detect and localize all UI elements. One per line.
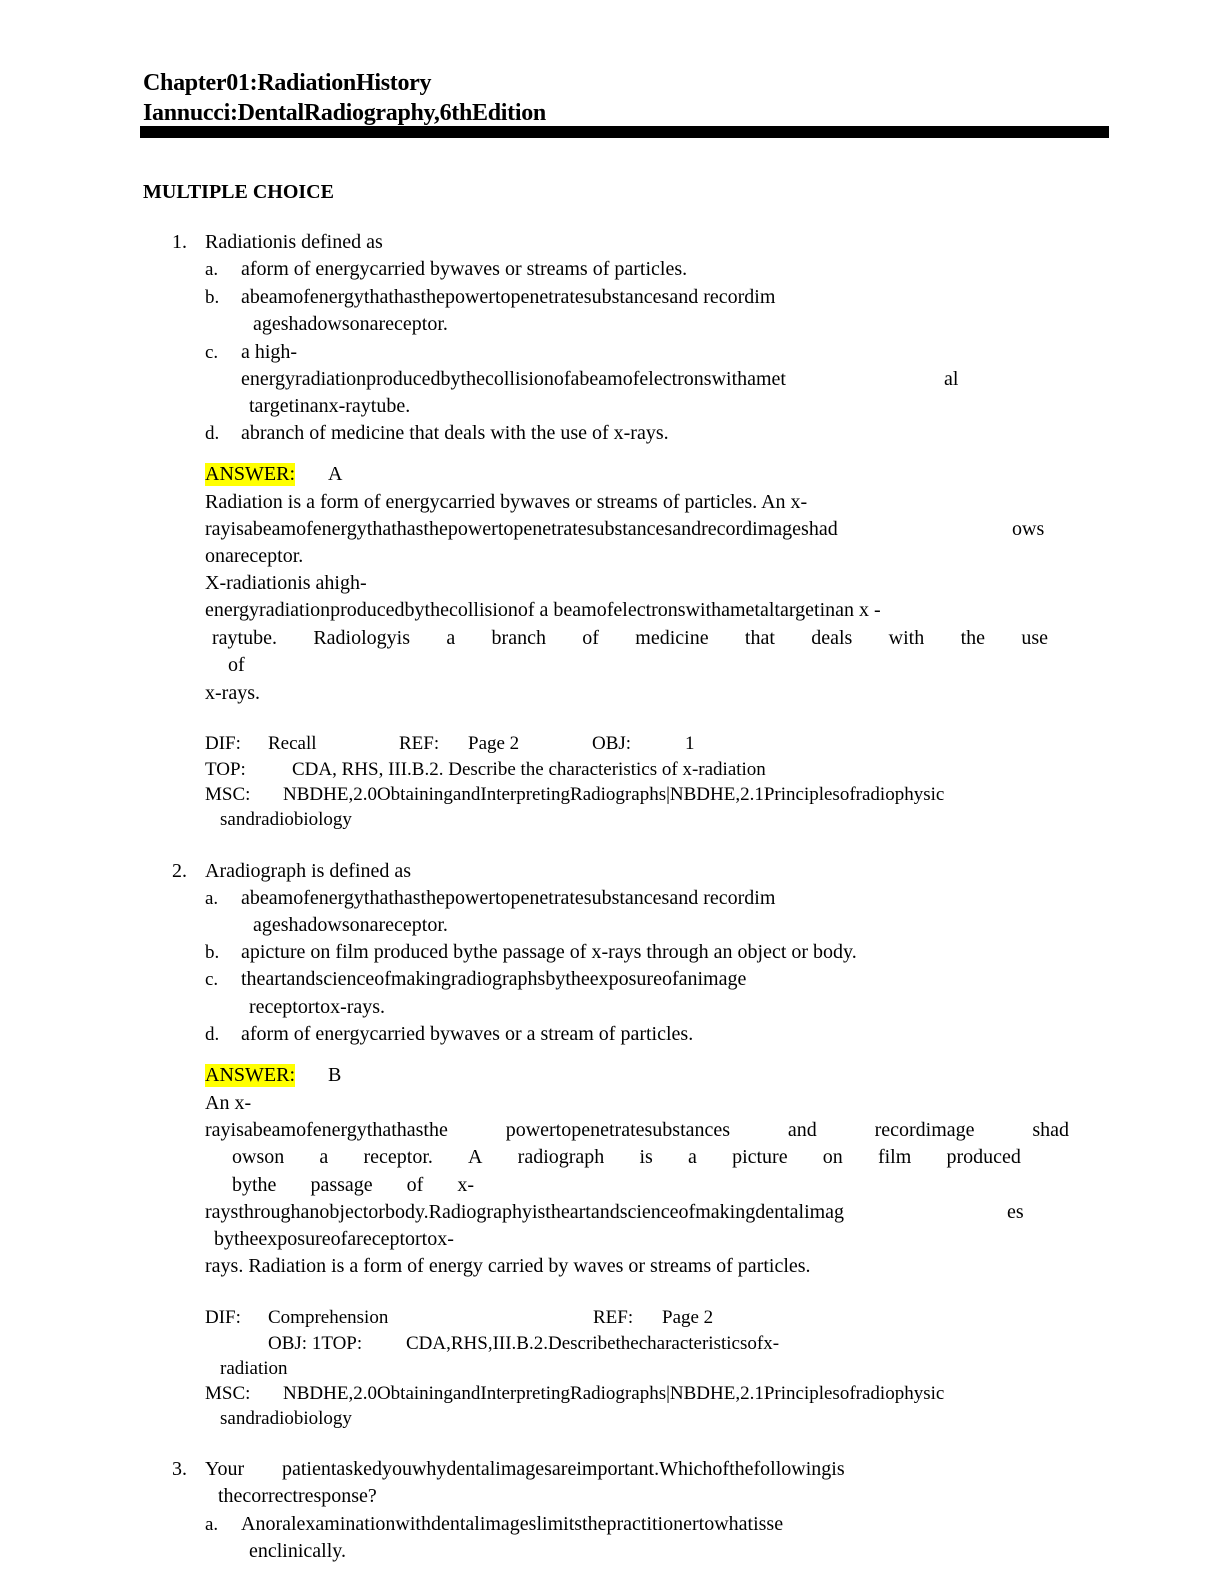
word: deals xyxy=(811,627,853,649)
question-stem: patientaskedyouwhydentalimagesareimportant.Whichofthefollowingis xyxy=(282,1458,845,1480)
word: shad xyxy=(1032,1119,1069,1141)
word: passage xyxy=(310,1174,373,1196)
rationale-line: rayisabeamofenergythathasthepowertopenetratesubstancesandrecordimageshad xyxy=(205,518,838,540)
answer-label: ANSWER: xyxy=(205,1064,295,1086)
rationale-line: Radiation is a form of energycarried bywaves or streams of particles. An x- xyxy=(205,491,808,513)
choice-b-cont: ageshadowsonareceptor. xyxy=(253,313,448,335)
msc-value: NBDHE,2.0ObtainingandInterpretingRadiographs|NBDHE,2.1Principlesofradiophysic xyxy=(283,784,945,805)
choice-c-cont: targetinanx-raytube. xyxy=(249,395,411,417)
word: on xyxy=(822,1146,843,1168)
word: picture xyxy=(732,1146,788,1168)
word: a xyxy=(688,1146,697,1168)
msc-label: MSC: xyxy=(205,784,251,805)
word: the xyxy=(960,627,985,649)
word: owson xyxy=(232,1146,285,1168)
rationale-line: rays. Radiation is a form of energy carried by waves or streams of particles. xyxy=(205,1255,811,1277)
word: of xyxy=(582,627,599,649)
choice-letter: d. xyxy=(205,1024,220,1045)
rationale-line: ows xyxy=(1012,518,1045,540)
rationale-line xyxy=(232,1174,474,1197)
msc-label: MSC: xyxy=(205,1383,251,1404)
question-stem: Radiationis defined as xyxy=(205,231,383,253)
question-number: 1. xyxy=(172,231,187,253)
top-value-cont: radiation xyxy=(220,1358,288,1379)
answer-value: B xyxy=(328,1064,342,1086)
choice-c: a high- xyxy=(241,341,298,363)
word: medicine xyxy=(635,627,709,649)
word: recordimage xyxy=(874,1119,975,1141)
msc-value-cont: sandradiobiology xyxy=(220,1408,352,1429)
word: branch xyxy=(491,627,546,649)
word: radiograph xyxy=(517,1146,605,1168)
choice-letter: a. xyxy=(205,1514,219,1535)
choice-d: abranch of medicine that deals with the use of x-rays. xyxy=(241,422,669,444)
word: x- xyxy=(457,1174,474,1196)
msc-value-cont: sandradiobiology xyxy=(220,809,352,830)
choice-letter: a. xyxy=(205,259,219,280)
word: use xyxy=(1021,627,1048,649)
obj-value: 1 xyxy=(685,733,695,754)
ref-value: Page 2 xyxy=(468,733,520,754)
question-number: 2. xyxy=(172,860,187,882)
choice-c: theartandscienceofmakingradiographsbytheexposureofanimage xyxy=(241,968,747,990)
top-label: TOP: xyxy=(205,759,246,780)
word: powertopenetratesubstances xyxy=(505,1119,731,1141)
choice-letter: c. xyxy=(205,969,219,990)
rationale-line: of xyxy=(228,654,245,676)
word: of xyxy=(406,1174,424,1196)
choice-a: abeamofenergythathasthepowertopenetratesubstancesand recordim xyxy=(241,887,776,909)
obj-label: OBJ: xyxy=(592,733,632,754)
msc-value: NBDHE,2.0ObtainingandInterpretingRadiographs|NBDHE,2.1Principlesofradiophysic xyxy=(283,1383,945,1404)
rationale-line: raysthroughanobjectorbody.Radiographyistheartandscienceofmakingdentalimag xyxy=(205,1201,845,1223)
rationale-line xyxy=(205,1119,1069,1142)
word: with xyxy=(888,627,925,649)
word: bythe xyxy=(232,1174,277,1196)
choice-letter: a. xyxy=(205,888,219,909)
word: film xyxy=(877,1146,912,1168)
rationale-line: onareceptor. xyxy=(205,545,304,567)
word: raytube. xyxy=(212,627,277,649)
question-stem: Aradiograph is defined as xyxy=(205,860,412,882)
answer-label: ANSWER: xyxy=(205,463,295,485)
choice-c-cont: al xyxy=(944,368,959,390)
obj-top-label: OBJ: 1TOP: xyxy=(268,1333,363,1354)
dif-value: Recall xyxy=(268,733,317,754)
choice-b: apicture on film produced bythe passage of x-rays through an object or body. xyxy=(241,941,857,963)
rationale-line xyxy=(212,627,1048,650)
word: receptor. xyxy=(363,1146,433,1168)
choice-a: Anoralexaminationwithdentalimageslimitsthepractitionertowhatisse xyxy=(241,1513,784,1535)
choice-a-cont: ageshadowsonareceptor. xyxy=(253,914,448,936)
top-value: CDA, RHS, III.B.2. Describe the characteristics of x-radiation xyxy=(292,759,766,780)
choice-letter: c. xyxy=(205,342,219,363)
choice-letter: b. xyxy=(205,942,220,963)
ref-label: REF: xyxy=(593,1307,634,1328)
choice-b: abeamofenergythathasthepowertopenetratesubstancesand recordim xyxy=(241,286,776,308)
rationale-line: An x- xyxy=(205,1092,252,1114)
choice-letter: b. xyxy=(205,287,220,308)
rationale-line: es xyxy=(1007,1201,1024,1223)
choice-a: aform of energycarried bywaves or streams of particles. xyxy=(241,258,688,280)
choice-c-cont: receptortox-rays. xyxy=(249,996,386,1018)
section-title: MULTIPLE CHOICE xyxy=(143,181,334,203)
question-stem-cont: thecorrectresponse? xyxy=(218,1485,377,1507)
word: produced xyxy=(946,1146,1021,1168)
book-title: Iannucci:DentalRadiography,6thEdition xyxy=(143,100,546,126)
answer-value: A xyxy=(328,463,343,485)
dif-label: DIF: xyxy=(205,1307,241,1328)
rationale-line: x-rays. xyxy=(205,682,260,704)
chapter-title: Chapter01:RadiationHistory xyxy=(143,70,432,96)
word: Radiologyis xyxy=(313,627,410,649)
question-number: 3. xyxy=(172,1458,187,1480)
word: a xyxy=(446,627,456,649)
rationale-line xyxy=(232,1146,1021,1169)
word: is xyxy=(639,1146,653,1168)
choice-a-cont: enclinically. xyxy=(249,1540,346,1562)
word: A xyxy=(468,1146,483,1168)
dif-value: Comprehension xyxy=(268,1307,389,1328)
word: rayisabeamofenergythathasthe xyxy=(205,1119,448,1141)
choice-d: aform of energycarried bywaves or a stream of particles. xyxy=(241,1023,694,1045)
choice-c-cont: energyradiationproducedbythecollisionofabeamofelectronswithamet xyxy=(241,368,786,390)
rationale-line: X-radiationis ahigh- xyxy=(205,572,367,594)
ref-label: REF: xyxy=(399,733,440,754)
rationale-line: bytheexposureofareceptortox- xyxy=(214,1228,454,1250)
choice-letter: d. xyxy=(205,423,220,444)
word: and xyxy=(787,1119,817,1141)
ref-value: Page 2 xyxy=(662,1307,714,1328)
rationale-line: energyradiationproducedbythecollisionof a beamofelectronswithametaltargetinan x - xyxy=(205,599,881,621)
question-stem: Your xyxy=(205,1458,245,1480)
dif-label: DIF: xyxy=(205,733,241,754)
top-value: CDA,RHS,III.B.2.Describethecharacteristicsofx- xyxy=(406,1333,780,1354)
word: that xyxy=(744,627,775,649)
word: a xyxy=(319,1146,329,1168)
header-rule xyxy=(140,126,1109,138)
